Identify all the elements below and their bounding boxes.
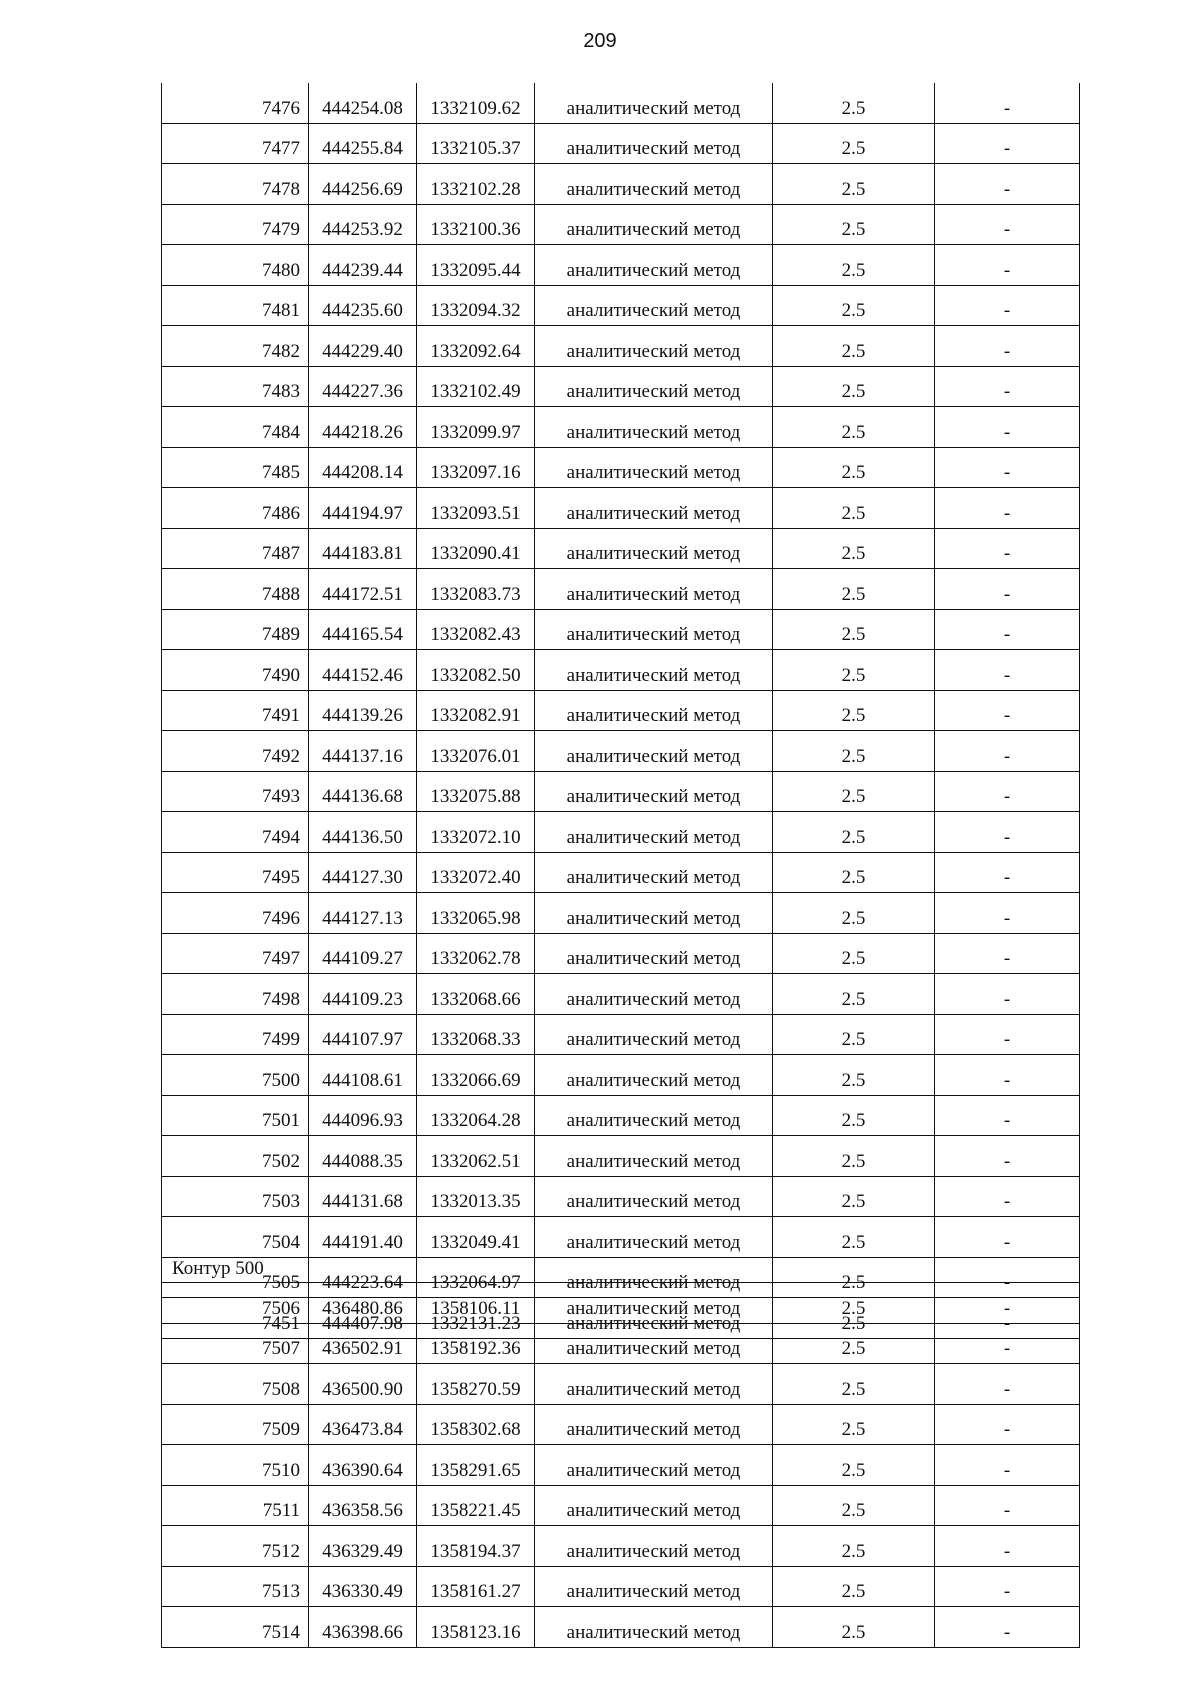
x-coordinate-cell: 444136.50 (309, 812, 417, 853)
note-cell: - (935, 1014, 1080, 1055)
note-cell: - (935, 1485, 1080, 1526)
note-cell: - (935, 285, 1080, 326)
y-coordinate-cell: 1332082.91 (417, 690, 535, 731)
note-cell: - (935, 1404, 1080, 1445)
y-coordinate-cell: 1332083.73 (417, 569, 535, 610)
accuracy-cell: 2.5 (773, 1323, 935, 1364)
table-row (162, 1095, 1080, 1136)
note-cell: - (935, 407, 1080, 448)
method-cell: аналитический метод (535, 1566, 773, 1607)
table-row (162, 1136, 1080, 1177)
accuracy-cell: 2.5 (773, 1364, 935, 1405)
note-cell: - (935, 1364, 1080, 1405)
method-cell: аналитический метод (535, 893, 773, 934)
table-row (162, 1445, 1080, 1486)
note-cell: - (935, 164, 1080, 205)
y-coordinate-cell: 1332072.10 (417, 812, 535, 853)
note-cell: - (935, 83, 1080, 123)
note-cell: - (935, 731, 1080, 772)
note-cell: - (935, 204, 1080, 245)
x-coordinate-cell: 444254.08 (309, 83, 417, 123)
point-number-cell: 7507 (162, 1323, 309, 1364)
point-number-cell: 7476 (162, 83, 309, 123)
method-cell: аналитический метод (535, 771, 773, 812)
x-coordinate-cell: 436330.49 (309, 1566, 417, 1607)
x-coordinate-cell: 444107.97 (309, 1014, 417, 1055)
accuracy-cell: 2.5 (773, 245, 935, 286)
point-number-cell: 7508 (162, 1364, 309, 1405)
y-coordinate-cell: 1332075.88 (417, 771, 535, 812)
method-cell: аналитический метод (535, 1364, 773, 1405)
note-cell: - (935, 1283, 1080, 1324)
x-coordinate-cell: 444191.40 (309, 1217, 417, 1258)
table-row (162, 528, 1080, 569)
point-number-cell: 7488 (162, 569, 309, 610)
point-number-cell: 7487 (162, 528, 309, 569)
note-cell: - (935, 528, 1080, 569)
point-number-cell: 7451 (162, 1298, 309, 1339)
table-row (162, 569, 1080, 610)
x-coordinate-cell: 444108.61 (309, 1055, 417, 1096)
note-cell: - (935, 771, 1080, 812)
y-coordinate-cell: 1332100.36 (417, 204, 535, 245)
accuracy-cell: 2.5 (773, 326, 935, 367)
x-coordinate-cell: 444127.13 (309, 893, 417, 934)
accuracy-cell: 2.5 (773, 407, 935, 448)
table-row (162, 1404, 1080, 1445)
y-coordinate-cell: 1332064.28 (417, 1095, 535, 1136)
table-1-body (162, 83, 1080, 1338)
point-number-cell: 7500 (162, 1055, 309, 1096)
accuracy-cell: 2.5 (773, 933, 935, 974)
y-coordinate-cell: 1332095.44 (417, 245, 535, 286)
method-cell: аналитический метод (535, 1298, 773, 1339)
method-cell: аналитический метод (535, 1445, 773, 1486)
note-cell: - (935, 1257, 1080, 1298)
accuracy-cell: 2.5 (773, 1136, 935, 1177)
note-cell: - (935, 447, 1080, 488)
method-cell: аналитический метод (535, 1485, 773, 1526)
method-cell: аналитический метод (535, 164, 773, 205)
method-cell: аналитический метод (535, 569, 773, 610)
table-row (162, 1485, 1080, 1526)
point-number-cell: 7501 (162, 1095, 309, 1136)
table-row (162, 1014, 1080, 1055)
point-number-cell: 7510 (162, 1445, 309, 1486)
accuracy-cell: 2.5 (773, 528, 935, 569)
x-coordinate-cell: 444183.81 (309, 528, 417, 569)
accuracy-cell: 2.5 (773, 650, 935, 691)
accuracy-cell: 2.5 (773, 1607, 935, 1648)
table-row (162, 650, 1080, 691)
table-row (162, 1055, 1080, 1096)
point-number-cell: 7483 (162, 366, 309, 407)
y-coordinate-cell: 1332062.51 (417, 1136, 535, 1177)
point-number-cell: 7513 (162, 1566, 309, 1607)
y-coordinate-cell: 1358302.68 (417, 1404, 535, 1445)
method-cell: аналитический метод (535, 1607, 773, 1648)
table-row (162, 1526, 1080, 1567)
coordinates-table-2 (161, 1282, 1080, 1648)
method-cell: аналитический метод (535, 1095, 773, 1136)
point-number-cell: 7493 (162, 771, 309, 812)
table-row (162, 488, 1080, 529)
method-cell: аналитический метод (535, 488, 773, 529)
table-row (162, 1176, 1080, 1217)
accuracy-cell: 2.5 (773, 690, 935, 731)
y-coordinate-cell: 1358161.27 (417, 1566, 535, 1607)
x-coordinate-cell: 444165.54 (309, 609, 417, 650)
point-number-cell: 7498 (162, 974, 309, 1015)
note-cell: - (935, 852, 1080, 893)
point-number-cell: 7503 (162, 1176, 309, 1217)
x-coordinate-cell: 444227.36 (309, 366, 417, 407)
note-cell: - (935, 1217, 1080, 1258)
accuracy-cell: 2.5 (773, 1283, 935, 1324)
method-cell: аналитический метод (535, 974, 773, 1015)
method-cell: аналитический метод (535, 407, 773, 448)
note-cell: - (935, 893, 1080, 934)
accuracy-cell: 2.5 (773, 204, 935, 245)
method-cell: аналитический метод (535, 326, 773, 367)
accuracy-cell: 2.5 (773, 1445, 935, 1486)
x-coordinate-cell: 444235.60 (309, 285, 417, 326)
y-coordinate-cell: 1332109.62 (417, 83, 535, 123)
x-coordinate-cell: 444096.93 (309, 1095, 417, 1136)
accuracy-cell: 2.5 (773, 447, 935, 488)
coordinates-table-1 (161, 83, 1080, 1339)
point-number-cell: 7482 (162, 326, 309, 367)
y-coordinate-cell: 1332062.78 (417, 933, 535, 974)
x-coordinate-cell: 444137.16 (309, 731, 417, 772)
table-row (162, 933, 1080, 974)
note-cell: - (935, 1566, 1080, 1607)
accuracy-cell: 2.5 (773, 83, 935, 123)
point-number-cell: 7490 (162, 650, 309, 691)
accuracy-cell: 2.5 (773, 771, 935, 812)
y-coordinate-cell: 1332064.97 (417, 1257, 535, 1298)
method-cell: аналитический метод (535, 812, 773, 853)
method-cell: аналитический метод (535, 1404, 773, 1445)
table-row (162, 609, 1080, 650)
note-cell: - (935, 650, 1080, 691)
method-cell: аналитический метод (535, 123, 773, 164)
x-coordinate-cell: 444256.69 (309, 164, 417, 205)
point-number-cell: 7481 (162, 285, 309, 326)
method-cell: аналитический метод (535, 1176, 773, 1217)
x-coordinate-cell: 436480.86 (309, 1283, 417, 1324)
note-cell: - (935, 1136, 1080, 1177)
point-number-cell: 7491 (162, 690, 309, 731)
method-cell: аналитический метод (535, 1257, 773, 1298)
y-coordinate-cell: 1358106.11 (417, 1283, 535, 1324)
point-number-cell: 7478 (162, 164, 309, 205)
method-cell: аналитический метод (535, 731, 773, 772)
point-number-cell: 7512 (162, 1526, 309, 1567)
method-cell: аналитический метод (535, 1323, 773, 1364)
method-cell: аналитический метод (535, 1014, 773, 1055)
y-coordinate-cell: 1332131.23 (417, 1298, 535, 1339)
point-number-cell: 7499 (162, 1014, 309, 1055)
y-coordinate-cell: 1332090.41 (417, 528, 535, 569)
point-number-cell: 7477 (162, 123, 309, 164)
point-number-cell: 7485 (162, 447, 309, 488)
method-cell: аналитический метод (535, 285, 773, 326)
method-cell: аналитический метод (535, 83, 773, 123)
point-number-cell: 7514 (162, 1607, 309, 1648)
note-cell: - (935, 933, 1080, 974)
x-coordinate-cell: 444194.97 (309, 488, 417, 529)
table-row (162, 690, 1080, 731)
note-cell: - (935, 1176, 1080, 1217)
table-row (162, 852, 1080, 893)
note-cell: - (935, 488, 1080, 529)
point-number-cell: 7492 (162, 731, 309, 772)
y-coordinate-cell: 1332082.50 (417, 650, 535, 691)
x-coordinate-cell: 444109.27 (309, 933, 417, 974)
y-coordinate-cell: 1332068.66 (417, 974, 535, 1015)
y-coordinate-cell: 1332097.16 (417, 447, 535, 488)
method-cell: аналитический метод (535, 1526, 773, 1567)
table-row (162, 1323, 1080, 1364)
table-row (162, 1283, 1080, 1324)
method-cell: аналитический метод (535, 1283, 773, 1324)
accuracy-cell: 2.5 (773, 1566, 935, 1607)
x-coordinate-cell: 444208.14 (309, 447, 417, 488)
table-row (162, 285, 1080, 326)
method-cell: аналитический метод (535, 1055, 773, 1096)
x-coordinate-cell: 444407.98 (309, 1298, 417, 1339)
x-coordinate-cell: 436390.64 (309, 1445, 417, 1486)
y-coordinate-cell: 1332076.01 (417, 731, 535, 772)
x-coordinate-cell: 436473.84 (309, 1404, 417, 1445)
table-row (162, 245, 1080, 286)
method-cell: аналитический метод (535, 366, 773, 407)
x-coordinate-cell: 444088.35 (309, 1136, 417, 1177)
accuracy-cell: 2.5 (773, 1095, 935, 1136)
point-number-cell: 7505 (162, 1257, 309, 1298)
y-coordinate-cell: 1332102.28 (417, 164, 535, 205)
y-coordinate-cell: 1332065.98 (417, 893, 535, 934)
accuracy-cell: 2.5 (773, 731, 935, 772)
x-coordinate-cell: 444255.84 (309, 123, 417, 164)
x-coordinate-cell: 444223.64 (309, 1257, 417, 1298)
y-coordinate-cell: 1332068.33 (417, 1014, 535, 1055)
point-number-cell: 7502 (162, 1136, 309, 1177)
table-row (162, 1566, 1080, 1607)
note-cell: - (935, 974, 1080, 1015)
y-coordinate-cell: 1358270.59 (417, 1364, 535, 1405)
point-number-cell: 7511 (162, 1485, 309, 1526)
table-2-body (162, 1283, 1080, 1648)
y-coordinate-cell: 1332099.97 (417, 407, 535, 448)
accuracy-cell: 2.5 (773, 1217, 935, 1258)
table-row (162, 771, 1080, 812)
accuracy-cell: 2.5 (773, 1176, 935, 1217)
method-cell: аналитический метод (535, 933, 773, 974)
point-number-cell: 7489 (162, 609, 309, 650)
x-coordinate-cell: 436329.49 (309, 1526, 417, 1567)
x-coordinate-cell: 444127.30 (309, 852, 417, 893)
accuracy-cell: 2.5 (773, 285, 935, 326)
table-row (162, 731, 1080, 772)
accuracy-cell: 2.5 (773, 812, 935, 853)
y-coordinate-cell: 1358192.36 (417, 1323, 535, 1364)
method-cell: аналитический метод (535, 528, 773, 569)
accuracy-cell: 2.5 (773, 123, 935, 164)
x-coordinate-cell: 444218.26 (309, 407, 417, 448)
note-cell: - (935, 1298, 1080, 1339)
accuracy-cell: 2.5 (773, 974, 935, 1015)
accuracy-cell: 2.5 (773, 488, 935, 529)
y-coordinate-cell: 1332092.64 (417, 326, 535, 367)
method-cell: аналитический метод (535, 245, 773, 286)
y-coordinate-cell: 1332013.35 (417, 1176, 535, 1217)
note-cell: - (935, 1323, 1080, 1364)
x-coordinate-cell: 444131.68 (309, 1176, 417, 1217)
x-coordinate-cell: 444139.26 (309, 690, 417, 731)
point-number-cell: 7480 (162, 245, 309, 286)
y-coordinate-cell: 1332093.51 (417, 488, 535, 529)
accuracy-cell: 2.5 (773, 893, 935, 934)
note-cell: - (935, 569, 1080, 610)
table-row (162, 812, 1080, 853)
y-coordinate-cell: 1358221.45 (417, 1485, 535, 1526)
table-row (162, 326, 1080, 367)
note-cell: - (935, 609, 1080, 650)
page-number: 209 (583, 30, 617, 52)
note-cell: - (935, 123, 1080, 164)
x-coordinate-cell: 444172.51 (309, 569, 417, 610)
y-coordinate-cell: 1358123.16 (417, 1607, 535, 1648)
y-coordinate-cell: 1332105.37 (417, 123, 535, 164)
accuracy-cell: 2.5 (773, 569, 935, 610)
x-coordinate-cell: 436500.90 (309, 1364, 417, 1405)
table-row (162, 83, 1080, 123)
accuracy-cell: 2.5 (773, 1055, 935, 1096)
method-cell: аналитический метод (535, 1136, 773, 1177)
method-cell: аналитический метод (535, 447, 773, 488)
accuracy-cell: 2.5 (773, 609, 935, 650)
y-coordinate-cell: 1332082.43 (417, 609, 535, 650)
accuracy-cell: 2.5 (773, 1404, 935, 1445)
x-coordinate-cell: 444239.44 (309, 245, 417, 286)
method-cell: аналитический метод (535, 1217, 773, 1258)
note-cell: - (935, 326, 1080, 367)
method-cell: аналитический метод (535, 690, 773, 731)
table-row (162, 123, 1080, 164)
y-coordinate-cell: 1332094.32 (417, 285, 535, 326)
accuracy-cell: 2.5 (773, 1485, 935, 1526)
method-cell: аналитический метод (535, 852, 773, 893)
point-number-cell: 7494 (162, 812, 309, 853)
table-row (162, 447, 1080, 488)
note-cell: - (935, 1055, 1080, 1096)
accuracy-cell: 2.5 (773, 1298, 935, 1339)
note-cell: - (935, 1095, 1080, 1136)
x-coordinate-cell: 444152.46 (309, 650, 417, 691)
note-cell: - (935, 1607, 1080, 1648)
point-number-cell: 7496 (162, 893, 309, 934)
point-number-cell: 7497 (162, 933, 309, 974)
section-label: Контур 500 (172, 1258, 264, 1279)
note-cell: - (935, 366, 1080, 407)
x-coordinate-cell: 436502.91 (309, 1323, 417, 1364)
note-cell: - (935, 690, 1080, 731)
x-coordinate-cell: 444109.23 (309, 974, 417, 1015)
note-cell: - (935, 1526, 1080, 1567)
table-row (162, 164, 1080, 205)
accuracy-cell: 2.5 (773, 1014, 935, 1055)
method-cell: аналитический метод (535, 609, 773, 650)
point-number-cell: 7509 (162, 1404, 309, 1445)
method-cell: аналитический метод (535, 204, 773, 245)
note-cell: - (935, 812, 1080, 853)
x-coordinate-cell: 436358.56 (309, 1485, 417, 1526)
note-cell: - (935, 245, 1080, 286)
point-number-cell: 7495 (162, 852, 309, 893)
accuracy-cell: 2.5 (773, 852, 935, 893)
accuracy-cell: 2.5 (773, 1526, 935, 1567)
x-coordinate-cell: 436398.66 (309, 1607, 417, 1648)
y-coordinate-cell: 1358291.65 (417, 1445, 535, 1486)
note-cell: - (935, 1445, 1080, 1486)
point-number-cell: 7479 (162, 204, 309, 245)
point-number-cell: 7506 (162, 1283, 309, 1324)
accuracy-cell: 2.5 (773, 1257, 935, 1298)
x-coordinate-cell: 444253.92 (309, 204, 417, 245)
table-row (162, 974, 1080, 1015)
point-number-cell: 7484 (162, 407, 309, 448)
y-coordinate-cell: 1332102.49 (417, 366, 535, 407)
accuracy-cell: 2.5 (773, 366, 935, 407)
x-coordinate-cell: 444136.68 (309, 771, 417, 812)
table-row (162, 893, 1080, 934)
x-coordinate-cell: 444229.40 (309, 326, 417, 367)
point-number-cell: 7486 (162, 488, 309, 529)
table-row (162, 407, 1080, 448)
accuracy-cell: 2.5 (773, 164, 935, 205)
table-row (162, 204, 1080, 245)
point-number-cell: 7504 (162, 1217, 309, 1258)
table-row (162, 1364, 1080, 1405)
method-cell: аналитический метод (535, 650, 773, 691)
table-row (162, 366, 1080, 407)
y-coordinate-cell: 1332072.40 (417, 852, 535, 893)
table-row (162, 1607, 1080, 1648)
y-coordinate-cell: 1332066.69 (417, 1055, 535, 1096)
y-coordinate-cell: 1332049.41 (417, 1217, 535, 1258)
y-coordinate-cell: 1358194.37 (417, 1526, 535, 1567)
table-row (162, 1217, 1080, 1258)
